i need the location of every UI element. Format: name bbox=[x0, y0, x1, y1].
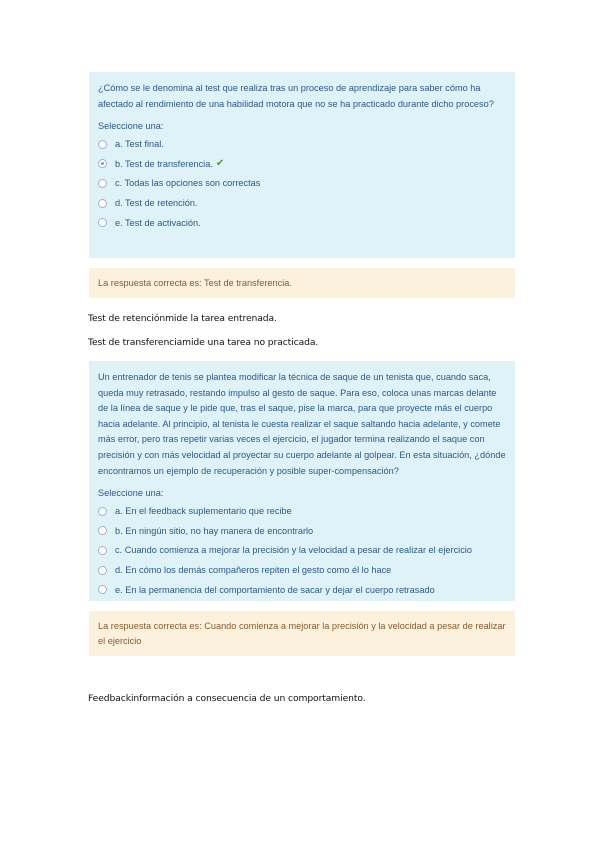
q1-option-d[interactable] bbox=[98, 193, 507, 213]
option-label: d. Test de retención. bbox=[115, 198, 198, 209]
feedback-text: La respuesta correcta es: Cuando comienza a mejorar la precisión y la velocidad a pesar de realizar el ejercicio bbox=[98, 621, 506, 646]
radio-checked-icon[interactable] bbox=[98, 159, 107, 168]
note-term: Feedback bbox=[88, 693, 131, 704]
option-label: c. Cuando comienza a mejorar la precisión y la velocidad a pesar de realizar el ejercicio bbox=[115, 545, 472, 556]
option-label: a. En el feedback suplementario que recibe bbox=[115, 506, 292, 516]
note-transferencia bbox=[88, 337, 318, 348]
note-feedback bbox=[88, 693, 366, 704]
question-1-prompt: Seleccione una: bbox=[98, 121, 164, 132]
radio-icon[interactable] bbox=[98, 199, 107, 208]
radio-icon[interactable] bbox=[98, 507, 107, 516]
question-2-feedback bbox=[89, 611, 515, 656]
question-2-prompt: Seleccione una: bbox=[98, 488, 164, 499]
option-label: b. Test de transferencia. bbox=[115, 158, 213, 169]
q1-option-c[interactable] bbox=[98, 174, 507, 194]
option-label: d. En cómo los demás compañeros repiten el gesto como él lo hace bbox=[115, 565, 392, 576]
q2-option-c[interactable] bbox=[98, 541, 507, 561]
note-text: mide una tarea no practicada. bbox=[182, 337, 319, 348]
note-term: Test de transferencia bbox=[88, 337, 183, 348]
radio-icon[interactable] bbox=[98, 585, 107, 594]
note-retencion bbox=[88, 313, 277, 324]
option-label: b. En ningún sitio, no hay manera de encontrarlo bbox=[115, 525, 314, 536]
option-label: c. Todas las opciones son correctas bbox=[115, 178, 261, 189]
radio-icon[interactable] bbox=[98, 218, 107, 227]
feedback-text: La respuesta correcta es: Test de transferencia. bbox=[98, 278, 292, 288]
q1-option-e[interactable] bbox=[98, 213, 507, 233]
radio-icon[interactable] bbox=[98, 179, 107, 188]
radio-icon[interactable] bbox=[98, 566, 107, 575]
checkmark-icon: ✔ bbox=[215, 158, 225, 170]
option-label: e. En la permanencia del comportamiento de sacar y dejar el cuerpo retrasado bbox=[115, 584, 435, 595]
question-1-feedback bbox=[89, 268, 515, 298]
q2-option-b[interactable] bbox=[98, 521, 507, 541]
radio-icon[interactable] bbox=[98, 526, 107, 535]
q2-option-e[interactable] bbox=[98, 580, 507, 600]
q2-option-d[interactable] bbox=[98, 560, 507, 580]
note-text: información a consecuencia de un comportamiento. bbox=[130, 693, 366, 704]
question-1-box bbox=[89, 72, 515, 258]
question-1-text: ¿Cómo se le denomina al test que realiza tras un proceso de aprendizaje para saber cómo ha afectado al rendimiento de una habilidad motora que no se ha practicado durante dicho proceso? bbox=[98, 83, 494, 109]
option-label: a. Test final. bbox=[115, 139, 164, 150]
q1-option-b[interactable] bbox=[98, 154, 507, 174]
q2-option-a[interactable] bbox=[98, 501, 507, 521]
radio-icon[interactable] bbox=[98, 546, 107, 555]
question-2-box bbox=[89, 361, 515, 601]
radio-icon[interactable] bbox=[98, 140, 107, 149]
question-2-text: Un entrenador de tenis se plantea modificar la técnica de saque de un tenista que, cuando saca, queda muy retrasado, restando impulso al gesto de saque. Para eso, coloca unas marcas delante de la línea de saque y le pide que, tras el saque, pise la marca, para que proyecte más el cuerpo hacia adelante. Al principio, al tenista le cuesta realizar el saque saltando hacia adelante, y comete más error, pero tras repetir varias veces el ejercicio, el jugador termina realizando el saque con precisión y con más velocidad al proyectar su cuerpo adelante al golpear. En esta situación, ¿dónde encontramos un ejemplo de recuperación y posible super-compensación? bbox=[98, 372, 506, 476]
option-label: e. Test de activación. bbox=[115, 217, 201, 228]
note-term: Test de retención bbox=[88, 313, 166, 324]
note-text: mide la tarea entrenada. bbox=[165, 313, 277, 324]
q1-option-a[interactable] bbox=[98, 134, 507, 154]
